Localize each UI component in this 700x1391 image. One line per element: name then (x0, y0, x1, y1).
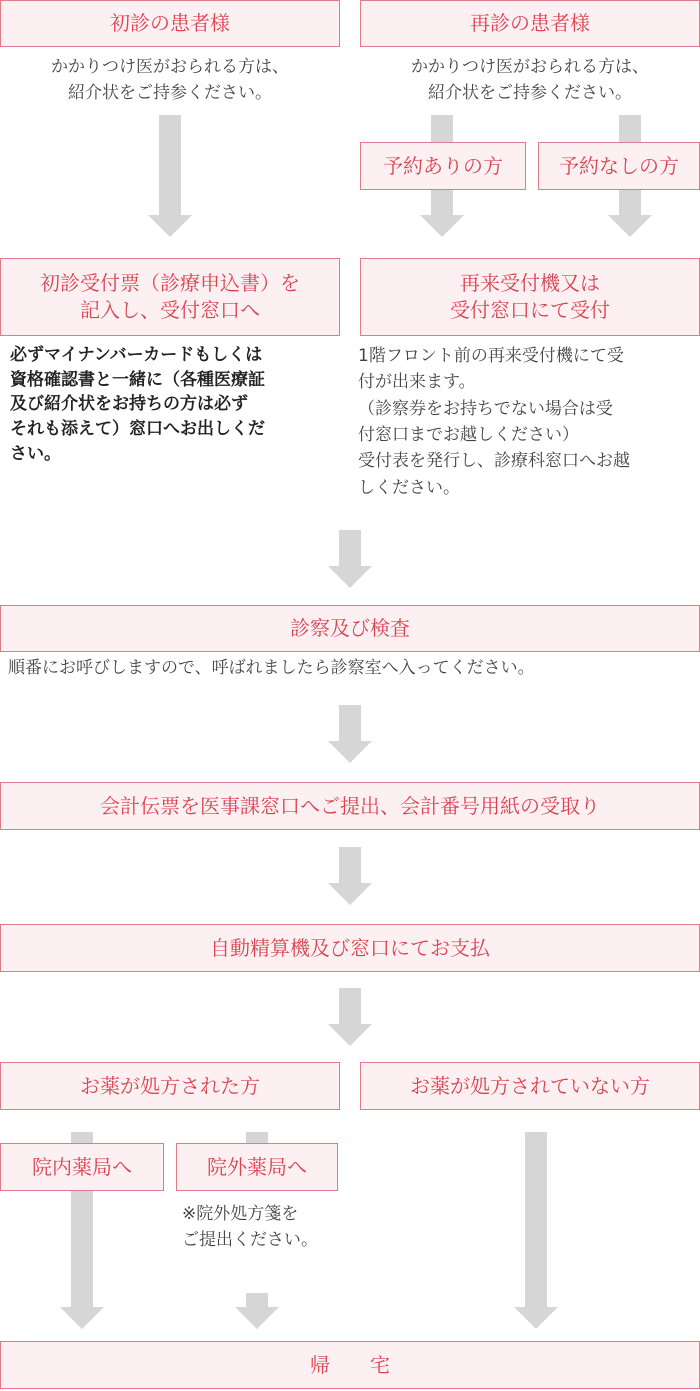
arrow-not-prescribed-shaft (525, 1132, 547, 1308)
arrow-outside-bottom-shaft (246, 1293, 268, 1307)
arrow-inhouse-bottom-shaft (71, 1191, 93, 1307)
with-reservation-box (360, 142, 526, 190)
outside-pharmacy-label: 院外薬局へ (207, 1154, 307, 1179)
exam-note: 順番にお呼びしますので、呼ばれましたら診察室へ入ってください。 (8, 658, 535, 678)
arrow-exam-head (328, 566, 372, 588)
arrow-exam-shaft (339, 530, 361, 568)
arrow-first-head (148, 215, 192, 237)
home-box (0, 1341, 700, 1389)
first-visit-reception-box: 初診受付票（診療申込書）を 記入し、受付窓口へ (0, 258, 340, 336)
arrow-payment-head (328, 883, 372, 905)
in-house-pharmacy-label: 院内薬局へ (32, 1154, 132, 1179)
first-visit-note: かかりつけ医がおられる方は、 紹介状をご持参ください。 (51, 57, 289, 103)
outside-pharmacy-box (176, 1143, 338, 1191)
arrow-billing-head (328, 741, 372, 763)
arrow-prescription-shaft (339, 988, 361, 1026)
arrow-outside-head (235, 1307, 279, 1329)
arrow-reserve-bottom-head (420, 215, 464, 237)
without-reservation-box (538, 142, 700, 190)
return-visit-instructions: 1階フロント前の再来受付機にて受 付が出来ます。 （診察券をお持ちでない場合は受 付窓口までお越しください） 受付表を発行し、診療科窓口へお越 しください。 (358, 346, 630, 498)
not-prescribed-title: お薬が処方されていない方 (410, 1073, 650, 1098)
not-prescribed-box (360, 1062, 700, 1110)
billing-box (0, 782, 700, 830)
outside-pharmacy-note: ※院外処方箋を ご提出ください。 (182, 1204, 318, 1250)
billing-title: 会計伝票を医事課窓口へご提出、会計番号用紙の受取り (100, 793, 600, 818)
arrow-payment-shaft (339, 847, 361, 885)
first-visit-header (0, 0, 340, 47)
prescribed-box (0, 1062, 340, 1110)
arrow-reserve-top-shaft (431, 115, 453, 143)
payment-title: 自動精算機及び窓口にてお支払 (210, 935, 490, 960)
with-reservation-label: 予約ありの方 (383, 153, 503, 178)
return-visit-header (360, 0, 700, 47)
home-title: 帰 宅 (310, 1352, 390, 1377)
return-visit-title: 再診の患者様 (470, 11, 590, 35)
arrow-prescription-head (328, 1024, 372, 1046)
return-visit-reception-box: 再来受付機又は 受付窓口にて受付 (360, 258, 700, 336)
prescribed-title: お薬が処方された方 (80, 1073, 260, 1098)
arrow-noreserve-bottom-head (608, 215, 652, 237)
arrow-noreserve-bottom-shaft (619, 190, 641, 216)
arrow-first-shaft (159, 115, 181, 215)
payment-box (0, 924, 700, 972)
exam-title: 診察及び検査 (290, 616, 410, 640)
in-house-pharmacy-box (0, 1143, 164, 1191)
arrow-not-prescribed-head (514, 1307, 558, 1329)
arrow-noreserve-top-shaft (619, 115, 641, 143)
exam-box (0, 605, 700, 652)
without-reservation-label: 予約なしの方 (559, 153, 679, 178)
arrow-billing-shaft (339, 705, 361, 743)
first-visit-title: 初診の患者様 (110, 11, 230, 35)
arrow-inhouse-head (60, 1307, 104, 1329)
return-visit-note: かかりつけ医がおられる方は、 紹介状をご持参ください。 (411, 57, 649, 103)
first-visit-instructions: 必ずマイナンバーカードもしくは 資格確認書と一緒に（各種医療証 及び紹介状をお持ちの方は必ず それも添えて）窓口へお出しくだ さい。 (10, 345, 265, 464)
arrow-reserve-bottom-shaft (431, 190, 453, 216)
